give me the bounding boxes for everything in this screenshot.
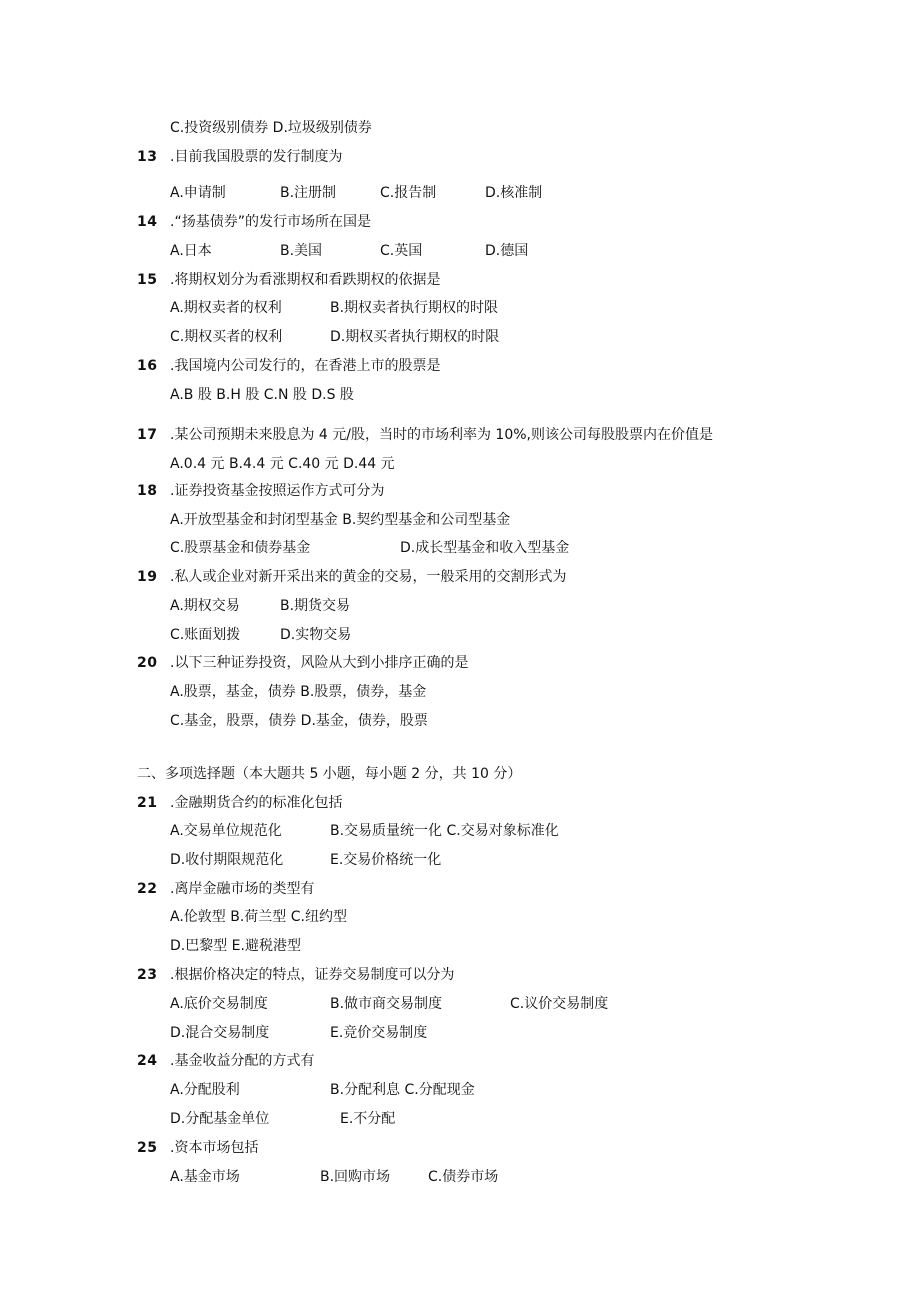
q14-option-a: A.日本 [170, 243, 212, 259]
q15-number: 15 [137, 272, 158, 288]
q14-option-b: B.美国 [280, 243, 323, 259]
q14-number: 14 [137, 214, 158, 230]
q25-option-a: A.基金市场 [170, 1169, 240, 1185]
q13-question: .目前我国股票的发行制度为 [170, 149, 343, 165]
q13-option-c: C.报告制 [380, 185, 437, 201]
q23-option-b: B.做市商交易制度 [330, 996, 443, 1012]
q16-number: 16 [137, 358, 158, 374]
q23-number: 23 [137, 967, 158, 983]
q13-number: 13 [137, 149, 158, 165]
q24-options-bc: B.分配利息 C.分配现金 [330, 1082, 475, 1098]
q22-question: .离岸金融市场的类型有 [170, 881, 315, 897]
q19-number: 19 [137, 569, 158, 585]
q24-option-a: A.分配股利 [170, 1082, 240, 1098]
q25-option-c: C.债券市场 [428, 1169, 499, 1185]
q21-option-a: A.交易单位规范化 [170, 823, 282, 839]
q16-question: .我国境内公司发行的，在香港上市的股票是 [170, 358, 441, 374]
q13-option-d: D.核准制 [485, 185, 543, 201]
q22-options-abc: A.伦敦型 B.荷兰型 C.纽约型 [170, 909, 347, 925]
q23-option-a: A.底价交易制度 [170, 996, 268, 1012]
q18-question: .证券投资基金按照运作方式可分为 [170, 483, 385, 499]
q21-option-d: D.收付期限规范化 [170, 852, 284, 868]
q12-options-cd: C.投资级别债券 D.垃圾级别债券 [170, 120, 372, 136]
q18-options-ab: A.开放型基金和封闭型基金 B.契约型基金和公司型基金 [170, 512, 511, 528]
q24-option-d: D.分配基金单位 [170, 1111, 270, 1127]
q16-options: A.B 股 B.H 股 C.N 股 D.S 股 [170, 387, 354, 403]
q18-option-c: C.股票基金和债券基金 [170, 540, 311, 556]
q23-question: .根据价格决定的特点，证券交易制度可以分为 [170, 967, 455, 983]
q23-option-d: D.混合交易制度 [170, 1025, 270, 1041]
q20-question: .以下三种证券投资，风险从大到小排序正确的是 [170, 655, 469, 671]
q25-option-b: B.回购市场 [320, 1169, 391, 1185]
q24-number: 24 [137, 1053, 158, 1069]
q24-question: .基金收益分配的方式有 [170, 1053, 315, 1069]
q17-number: 17 [137, 427, 158, 443]
q15-question: .将期权划分为看涨期权和看跌期权的依据是 [170, 272, 441, 288]
q19-option-c: C.账面划拨 [170, 627, 241, 643]
q20-options-cd: C.基金，股票，债券 D.基金，债券，股票 [170, 713, 428, 729]
q15-option-a: A.期权卖者的权利 [170, 300, 282, 316]
q17-options: A.0.4 元 B.4.4 元 C.40 元 D.44 元 [170, 456, 395, 472]
q15-option-d: D.期权买者执行期权的时限 [330, 329, 500, 345]
q13-option-a: A.申请制 [170, 185, 226, 201]
q20-number: 20 [137, 655, 158, 671]
q14-option-d: D.德国 [485, 243, 529, 259]
q20-options-ab: A.股票，基金，债券 B.股票，债券，基金 [170, 684, 427, 700]
q15-option-b: B.期权卖者执行期权的时限 [330, 300, 499, 316]
q21-question: .金融期货合约的标准化包括 [170, 795, 343, 811]
q14-option-c: C.英国 [380, 243, 423, 259]
q21-option-e: E.交易价格统一化 [330, 852, 442, 868]
q22-options-de: D.巴黎型 E.避税港型 [170, 938, 301, 954]
q19-option-d: D.实物交易 [280, 627, 352, 643]
q25-number: 25 [137, 1140, 158, 1156]
q15-option-c: C.期权买者的权利 [170, 329, 283, 345]
q21-number: 21 [137, 795, 158, 811]
q18-number: 18 [137, 483, 158, 499]
q19-option-b: B.期货交易 [280, 598, 351, 614]
q14-question: .“扬基债券”的发行市场所在国是 [170, 214, 371, 230]
q23-option-c: C.议价交易制度 [510, 996, 609, 1012]
q18-option-d: D.成长型基金和收入型基金 [400, 540, 570, 556]
q21-options-bc: B.交易质量统一化 C.交易对象标准化 [330, 823, 559, 839]
q22-number: 22 [137, 881, 158, 897]
q19-option-a: A.期权交易 [170, 598, 240, 614]
q24-option-e: E.不分配 [340, 1111, 396, 1127]
section-heading-multiple-choice: 二、多项选择题（本大题共 5 小题，每小题 2 分，共 10 分） [137, 766, 522, 782]
q25-question: .资本市场包括 [170, 1140, 259, 1156]
q17-question: .某公司预期未来股息为 4 元/股，当时的市场利率为 10%,则该公司每股股票内在价值是 [170, 427, 713, 443]
q13-option-b: B.注册制 [280, 185, 337, 201]
q19-question: .私人或企业对新开采出来的黄金的交易，一般采用的交割形式为 [170, 569, 567, 585]
q23-option-e: E.竞价交易制度 [330, 1025, 428, 1041]
